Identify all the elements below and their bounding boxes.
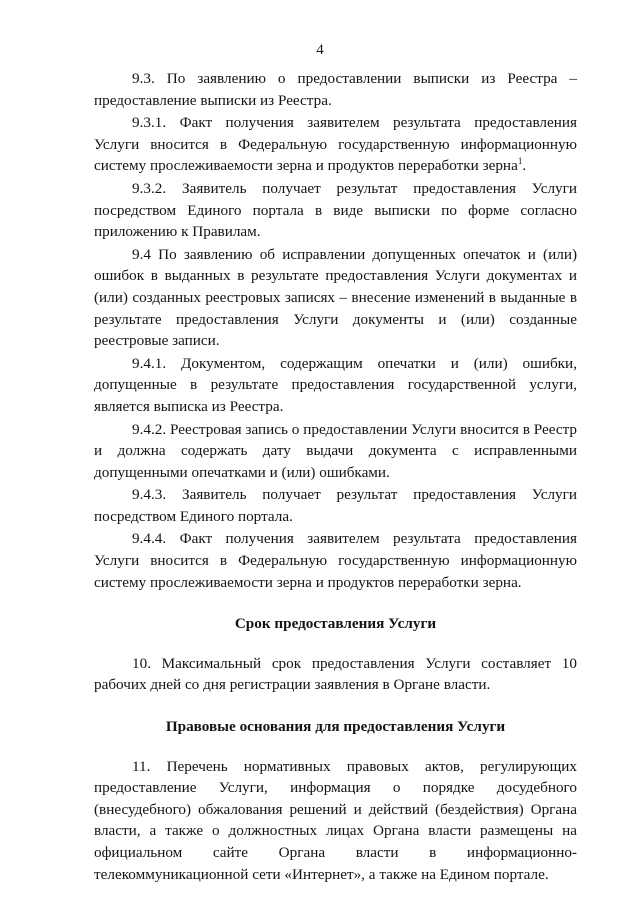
paragraph-9-4-4: 9.4.4. Факт получения заявителем результата предоставления Услуги вносится в Федеральную государственную информационную систему прослеживаемости зерна и продуктов переработки зерна. [94, 530, 577, 591]
heading-legal-basis: Правовые основания для предоставления Услуги [165, 718, 506, 736]
paragraph-9-4-2: 9.4.2. Реестровая запись о предоставлении Услуги вносится в Реестр и должна содержать дату выдачи документа с исправленными допущенными опечатками и (или) ошибками. [94, 420, 577, 481]
paragraph-9-4-1: 9.4.1. Документом, содержащим опечатки и (или) ошибки, допущенные в результате предоставления государственной услуги, является выписка из Реестра. [94, 354, 577, 415]
footnote-marker: 1 [517, 156, 523, 167]
page-number: 4 [316, 42, 324, 58]
paragraph-9-3-2: 9.3.2. Заявитель получает результат предоставления Услуги посредством Единого портала в виде выписки по форме согласно приложению к Правилам. [94, 179, 577, 241]
paragraph-10: 10. Максимальный срок предоставления Услуги составляет 10 рабочих дней со дня регистрации заявления в Органе власти. [94, 654, 577, 694]
paragraph-9-3: 9.3. По заявлению о предоставлении выписки из Реестра – предоставление выписки из Реестра. [94, 70, 577, 109]
heading-service-term: Срок предоставления Услуги [234, 615, 437, 633]
paragraph-9-4: 9.4 По заявлению об исправлении допущенных опечаток и (или) ошибок в выданных в результате предоставления Услуги документах и (или) созданных реестровых записях – внесение изменений в выданные в результате предоставления Услуги документы и (или) созданные реестровые записи. [94, 245, 577, 350]
document-body [94, 68, 577, 885]
paragraph-9-3-1-end: . [522, 157, 527, 175]
paragraph-11: 11. Перечень нормативных правовых актов, регулирующих предоставление Услуги, информация о порядке досудебного (внесудебного) обжалования решений и действий (бездействия) Органа власти, а также о должностных лицах Органа власти размещены на официальном сайте Органа власти в информационно-телекоммуникационной сети «Интернет», а также на Едином портале. [94, 757, 577, 883]
paragraph-9-3-1 [94, 112, 577, 177]
paragraph-9-4-3: 9.4.3. Заявитель получает результат предоставления Услуги посредством Единого портала. [94, 486, 577, 525]
paragraph-9-3-1-text: 9.3.1. Факт получения заявителем результата предоставления Услуги вносится в Федеральную государственную информационную систему прослеживаемости зерна и продуктов переработки зерна [94, 114, 577, 175]
